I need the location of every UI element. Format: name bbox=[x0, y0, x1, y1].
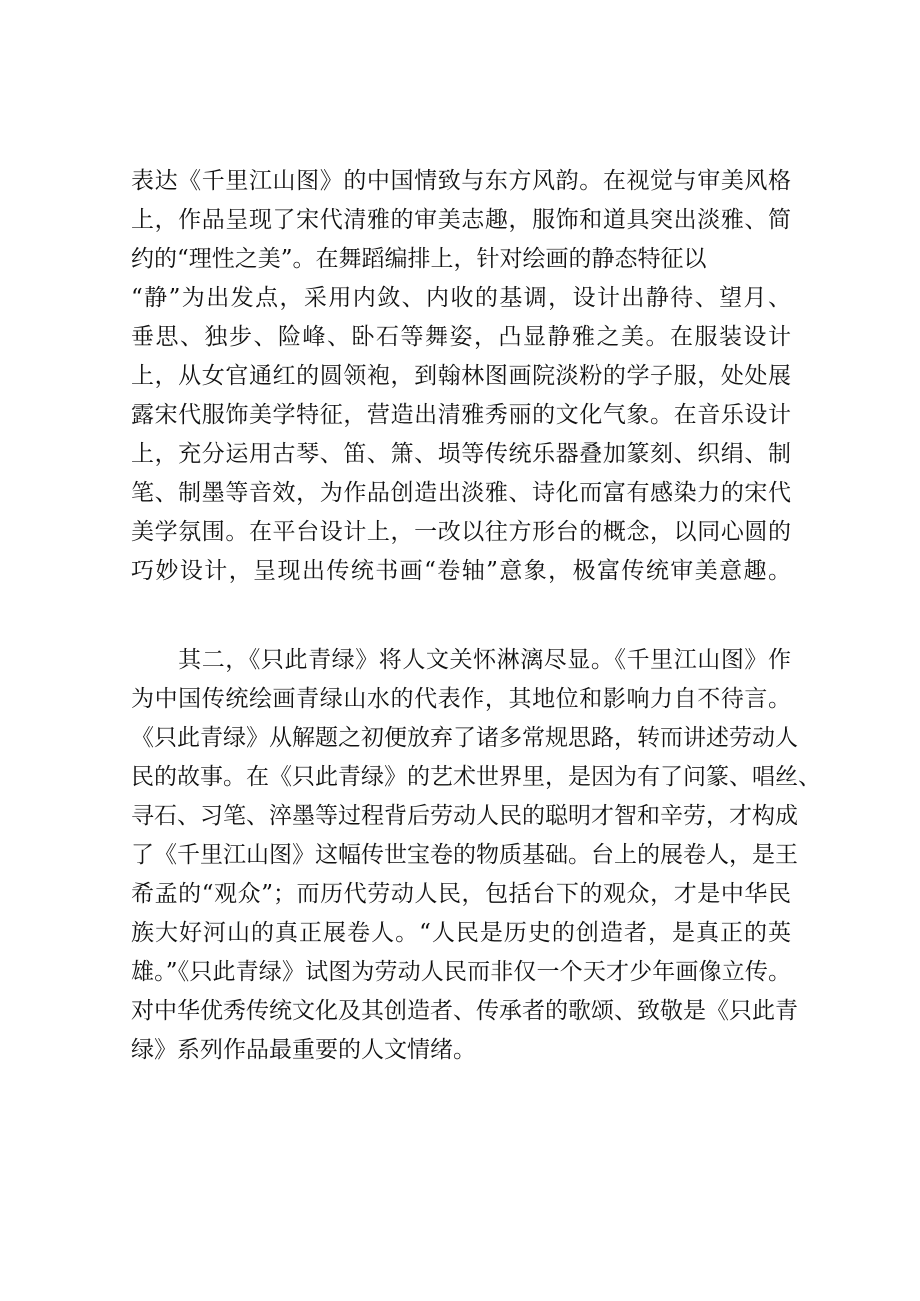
text-line: 露宋代服饰美学特征，营造出清雅秀丽的文化气象。在音乐设计 bbox=[131, 402, 791, 428]
text-line: 上，从女官通红的圆领袍，到翰林图画院淡粉的学子服，处处展 bbox=[131, 363, 791, 389]
text-line: 其二，《只此青绿》将人文关怀淋漓尽显。《千里江山图》作 bbox=[131, 647, 791, 673]
text-line: 上，充分运用古琴、笛、箫、埙等传统乐器叠加篆刻、织绢、制 bbox=[131, 441, 791, 467]
text-line: 美学氛围。在平台设计上，一改以往方形台的概念，以同心圆的 bbox=[131, 519, 791, 545]
text-line: 约的“理性之美”。在舞蹈编排上，针对绘画的静态特征以 bbox=[131, 246, 707, 272]
text-line: 民的故事。在《只此青绿》的艺术世界里，是因为有了问篆、唱丝、 bbox=[131, 764, 821, 790]
text-line: 巧妙设计，呈现出传统书画“卷轴”意象，极富传统审美意趣。 bbox=[131, 558, 791, 584]
text-line: 对中华优秀传统文化及其创造者、传承者的歌颂、致敬是《只此青 bbox=[131, 998, 798, 1024]
text-line: 表达《千里江山图》的中国情致与东方风韵。在视觉与审美风格 bbox=[131, 168, 791, 194]
text-line: 雄。”《只此青绿》试图为劳动人民而非仅一个天才少年画像立传。 bbox=[131, 959, 791, 985]
paragraph-2 bbox=[131, 641, 821, 1070]
text-line: 寻石、习笔、淬墨等过程背后劳动人民的聪明才智和辛劳，才构成 bbox=[131, 803, 798, 829]
text-line: “静”为出发点，采用内敛、内收的基调，设计出静待、望月、 bbox=[131, 285, 791, 311]
text-line: 绿》系列作品最重要的人文情绪。 bbox=[131, 1037, 476, 1063]
text-line: 垂思、独步、险峰、卧石等舞姿，凸显静雅之美。在服装设计 bbox=[131, 324, 791, 350]
text-line: 笔、制墨等音效，为作品创造出淡雅、诗化而富有感染力的宋代 bbox=[131, 480, 791, 506]
text-line: 为中国传统绘画青绿山水的代表作，其地位和影响力自不待言。 bbox=[131, 686, 791, 712]
text-line: 族大好河山的真正展卷人。“人民是历史的创造者，是真正的英 bbox=[131, 920, 791, 946]
text-line: 上，作品呈现了宋代清雅的审美志趣，服饰和道具突出淡雅、简 bbox=[131, 207, 791, 233]
text-line: 了《千里江山图》这幅传世宝卷的物质基础。台上的展卷人，是王 bbox=[131, 842, 798, 868]
text-line: 希孟的“观众”；而历代劳动人民，包括台下的观众，才是中华民 bbox=[131, 881, 791, 907]
text-line: 《只此青绿》从解题之初便放弃了诸多常规思路，转而讲述劳动人 bbox=[131, 725, 798, 751]
paragraph-1 bbox=[131, 162, 791, 591]
